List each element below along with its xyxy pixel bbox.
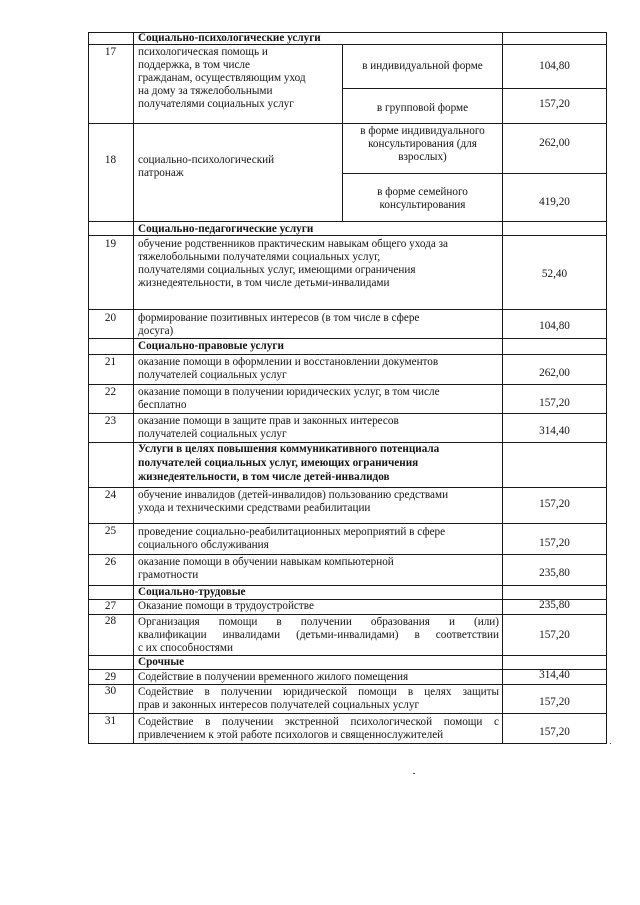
service-name-line: тяжелобольными получателями социальных услуг,: [138, 251, 381, 263]
service-form: в форме индивидуального: [360, 125, 485, 137]
row-divider: [88, 384, 607, 385]
service-price: 157,20: [539, 397, 570, 409]
row-number: 27: [104, 600, 117, 612]
row-number: 28: [104, 615, 117, 627]
row-number: 19: [104, 238, 117, 250]
section-heading: Услуги в целях повышения коммуникативного потенциала: [138, 443, 440, 455]
row-number: 23: [104, 415, 117, 427]
service-price: 314,40: [539, 425, 570, 437]
section-heading: Социально-правовые услуги: [138, 340, 284, 352]
section-heading: получателей социальных услуг, имеющих ограничения: [138, 457, 419, 469]
row-divider: [88, 684, 607, 685]
service-form: в индивидуальной форме: [362, 60, 483, 72]
service-name-line: получателями социальных услуг: [138, 98, 294, 110]
row-number: 30: [104, 685, 117, 697]
service-price: 157,20: [539, 696, 570, 708]
row-divider: [88, 523, 607, 524]
row-number: 24: [104, 489, 117, 501]
service-price: 104,80: [539, 60, 570, 72]
row-divider: [88, 123, 607, 124]
row-divider: [88, 554, 607, 555]
service-name-line: оказание помощи в обучении навыкам компьютерной: [138, 556, 394, 568]
service-name-line: получателями социальных услуг, имеющими ограничения: [138, 264, 416, 276]
table-border-bottom: [88, 743, 607, 744]
row-number: 22: [104, 386, 117, 398]
row-divider: [88, 354, 607, 355]
service-name-line: Содействие в получении экстренной психологической помощи с: [138, 716, 499, 728]
section-heading: Социально-психологические услуги: [138, 32, 321, 44]
service-name-line: привлечением к этой работе психологов и священнослужителей: [138, 729, 444, 741]
table-border-right: [606, 32, 607, 744]
row-number: 29: [104, 671, 117, 683]
service-name-line: грамотности: [138, 569, 199, 581]
section-heading: Социально-трудовые: [138, 586, 246, 598]
service-price: 314,40: [539, 669, 570, 681]
section-heading: Срочные: [138, 656, 185, 668]
row-number: 31: [104, 715, 117, 727]
service-price: 262,00: [539, 367, 570, 379]
tariff-table: [88, 32, 607, 744]
service-name-line: оказание помощи в получении юридических услуг, в том числе: [138, 386, 440, 398]
service-price: 52,40: [541, 268, 568, 280]
service-name-line: обучение инвалидов (детей-инвалидов) пользованию средствами: [138, 489, 449, 501]
service-name-line: гражданам, осуществляющим уход: [138, 72, 306, 84]
service-name-line: Организация помощи в получении образования и (или): [138, 616, 499, 628]
scan-speck: [610, 743, 611, 744]
service-name-line: ухода и техническими средствами реабилитации: [138, 502, 371, 514]
service-name-line: оказание помощи в оформлении и восстановлении документов: [138, 356, 439, 368]
row-divider: [88, 309, 607, 310]
section-heading: Социально-педагогические услуги: [138, 223, 314, 235]
service-price: 157,20: [539, 726, 570, 738]
service-price: 157,20: [539, 537, 570, 549]
service-name-line: получателей социальных услуг: [138, 428, 287, 440]
service-name-line: Содействие в получении юридической помощи в целях защиты: [138, 686, 499, 698]
row-divider: [88, 713, 607, 714]
service-name-line: проведение социально-реабилитационных мероприятий в сфере: [138, 526, 446, 538]
row-divider: [342, 88, 606, 89]
service-name-line: на дому за тяжелобольными: [138, 85, 273, 97]
service-name-line: квалификации инвалидами (детьми-инвалидами) в соответствии: [138, 629, 499, 641]
service-name-line: жизнедеятельности, в том числе детьми-инвалидами: [138, 277, 390, 289]
service-form: консультирования: [379, 199, 466, 211]
row-number: 17: [104, 46, 117, 58]
service-price: 104,80: [539, 320, 570, 332]
row-number: 25: [104, 525, 117, 537]
service-name-line: получателей социальных услуг: [138, 369, 287, 381]
service-price: 262,00: [539, 137, 570, 149]
service-name-line: Содействие в получении временного жилого помещения: [138, 671, 409, 683]
row-divider: [88, 614, 607, 615]
service-name-line: формирование позитивных интересов (в том числе в сфере: [138, 312, 420, 324]
service-name-line: поддержка, в том числе: [138, 59, 250, 71]
service-price: 157,20: [539, 629, 570, 641]
service-name-line: бесплатно: [138, 399, 187, 411]
service-name-line: психологическая помощь и: [138, 46, 268, 58]
row-divider: [342, 173, 606, 174]
service-price: 157,20: [539, 98, 570, 110]
row-divider: [88, 487, 607, 488]
row-number: 18: [104, 154, 117, 166]
service-name-line: социального обслуживания: [138, 539, 269, 551]
row-divider: [88, 338, 607, 339]
row-number: 26: [104, 556, 117, 568]
service-name-line: Оказание помощи в трудоустройстве: [138, 600, 314, 612]
row-divider: [88, 413, 607, 414]
section-heading: жизнедеятельности, в том числе детей-инвалидов: [138, 471, 390, 483]
service-name-line: прав и законных интересов получателей социальных услуг: [138, 699, 420, 711]
service-name-line: социально-психологический: [138, 154, 275, 166]
service-price: 419,20: [539, 196, 570, 208]
service-name-line: обучение родственников практическим навыкам общего ухода за: [138, 238, 449, 250]
service-price: 235,80: [539, 567, 570, 579]
row-number: 20: [104, 312, 117, 324]
service-name-line: с их способностями: [138, 642, 233, 654]
service-form: консультирования (для: [368, 138, 477, 150]
row-number: 21: [104, 356, 117, 368]
scan-speck: [413, 773, 415, 774]
column-divider-number: [133, 32, 134, 744]
row-divider: [88, 221, 607, 222]
service-name-line: досуга): [138, 325, 174, 337]
service-price: 157,20: [539, 498, 570, 510]
service-price: 235,80: [539, 599, 570, 611]
service-form: взрослых): [398, 151, 447, 163]
service-form: в групповой форме: [376, 102, 469, 114]
service-name-line: оказание помощи в защите прав и законных интересов: [138, 415, 399, 427]
service-form: в форме семейного: [377, 186, 468, 198]
service-name-line: патронаж: [138, 167, 184, 179]
